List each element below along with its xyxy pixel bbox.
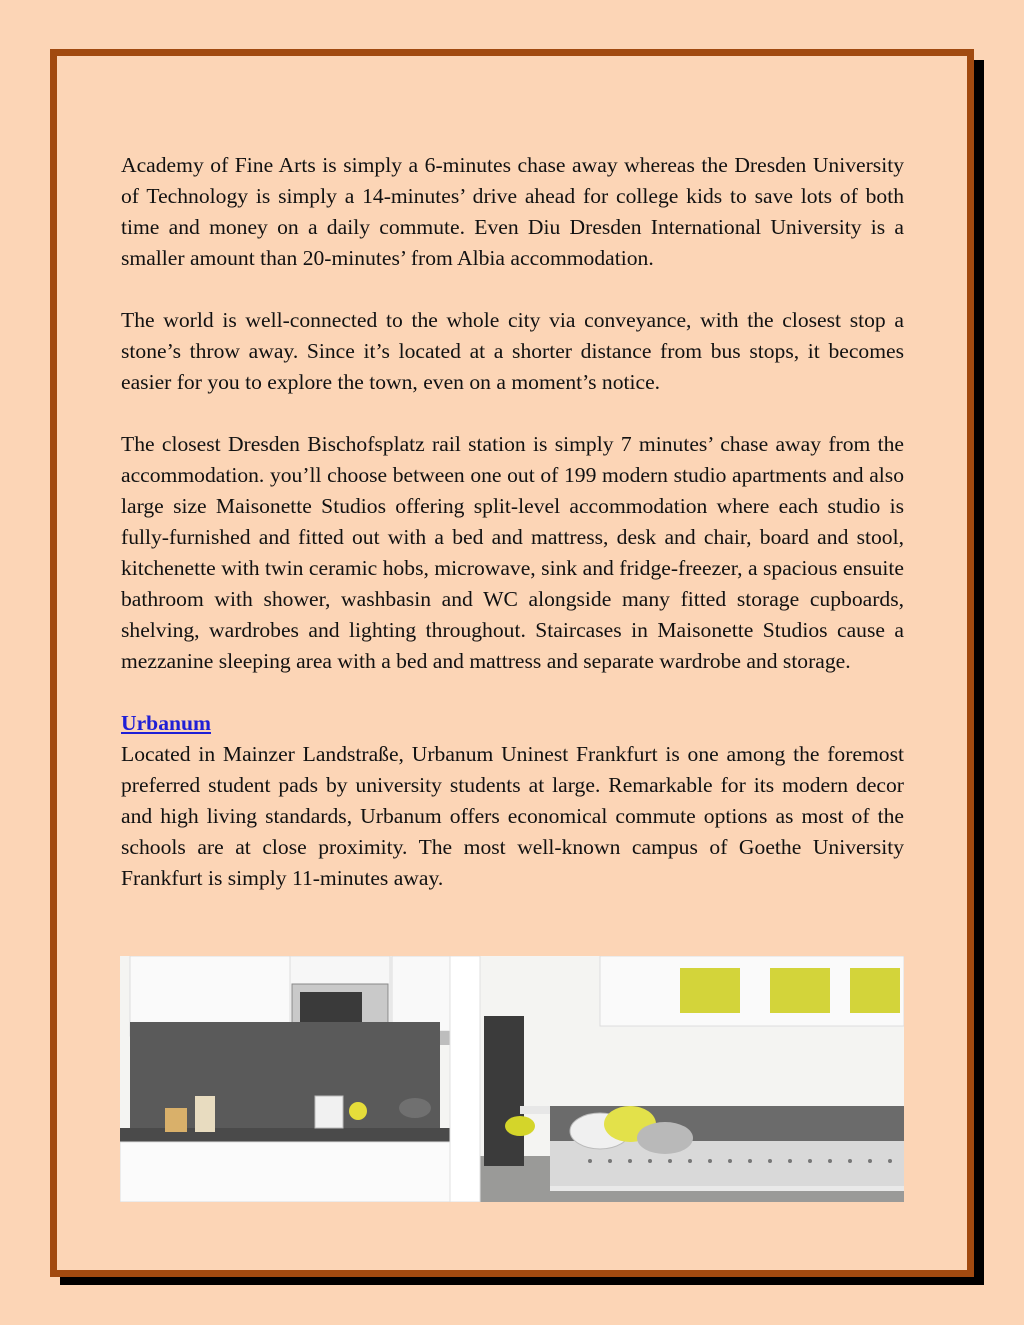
document-body — [121, 150, 904, 894]
urbanum-link[interactable]: Urbanum — [121, 711, 211, 735]
paragraph-1: Academy of Fine Arts is simply a 6-minutes chase away whereas the Dresden University of Technology is simply a 14-minutes’ drive ahead for college kids to save lots of both time and money on a daily commute. Even Diu Dresden International University is a smaller amount than 20-minutes’ from Albia accommodation. — [121, 153, 904, 270]
paragraph-3: The closest Dresden Bischofsplatz rail station is simply 7 minutes’ chase away from the accommodation. you’ll choose between one out of 199 modern studio apartments and also large size Maisonette Studios offering split-level accommodation where each studio is fully-furnished and fitted out with a bed and mattress, desk and chair, board and stool, kitchenette with twin ceramic hobs, microwave, sink and fridge-freezer, a spacious ensuite bathroom with shower, washbasin and WC alongside many fitted storage cupboards, shelving, wardrobes and lighting throughout. Staircases in Maisonette Studios cause a mezzanine sleeping area with a bed and mattress and separate wardrobe and storage. — [121, 432, 904, 673]
urbanum-paragraph: Located in Mainzer Landstraße, Urbanum Uninest Frankfurt is one among the foremost preferred student pads by university students at large. Remarkable for its modern decor and high living standards, Urbanum offers economical commute options as most of the schools are at close proximity. The most well-known campus of Goethe University Frankfurt is simply 11-minutes away. — [121, 742, 904, 890]
studio-apartment-photo — [120, 956, 904, 1202]
paragraph-2: The world is well-connected to the whole city via conveyance, with the closest stop a stone’s throw away. Since it’s located at a shorter distance from bus stops, it becomes easier for you to explore the town, even on a moment’s notice. — [121, 308, 904, 394]
